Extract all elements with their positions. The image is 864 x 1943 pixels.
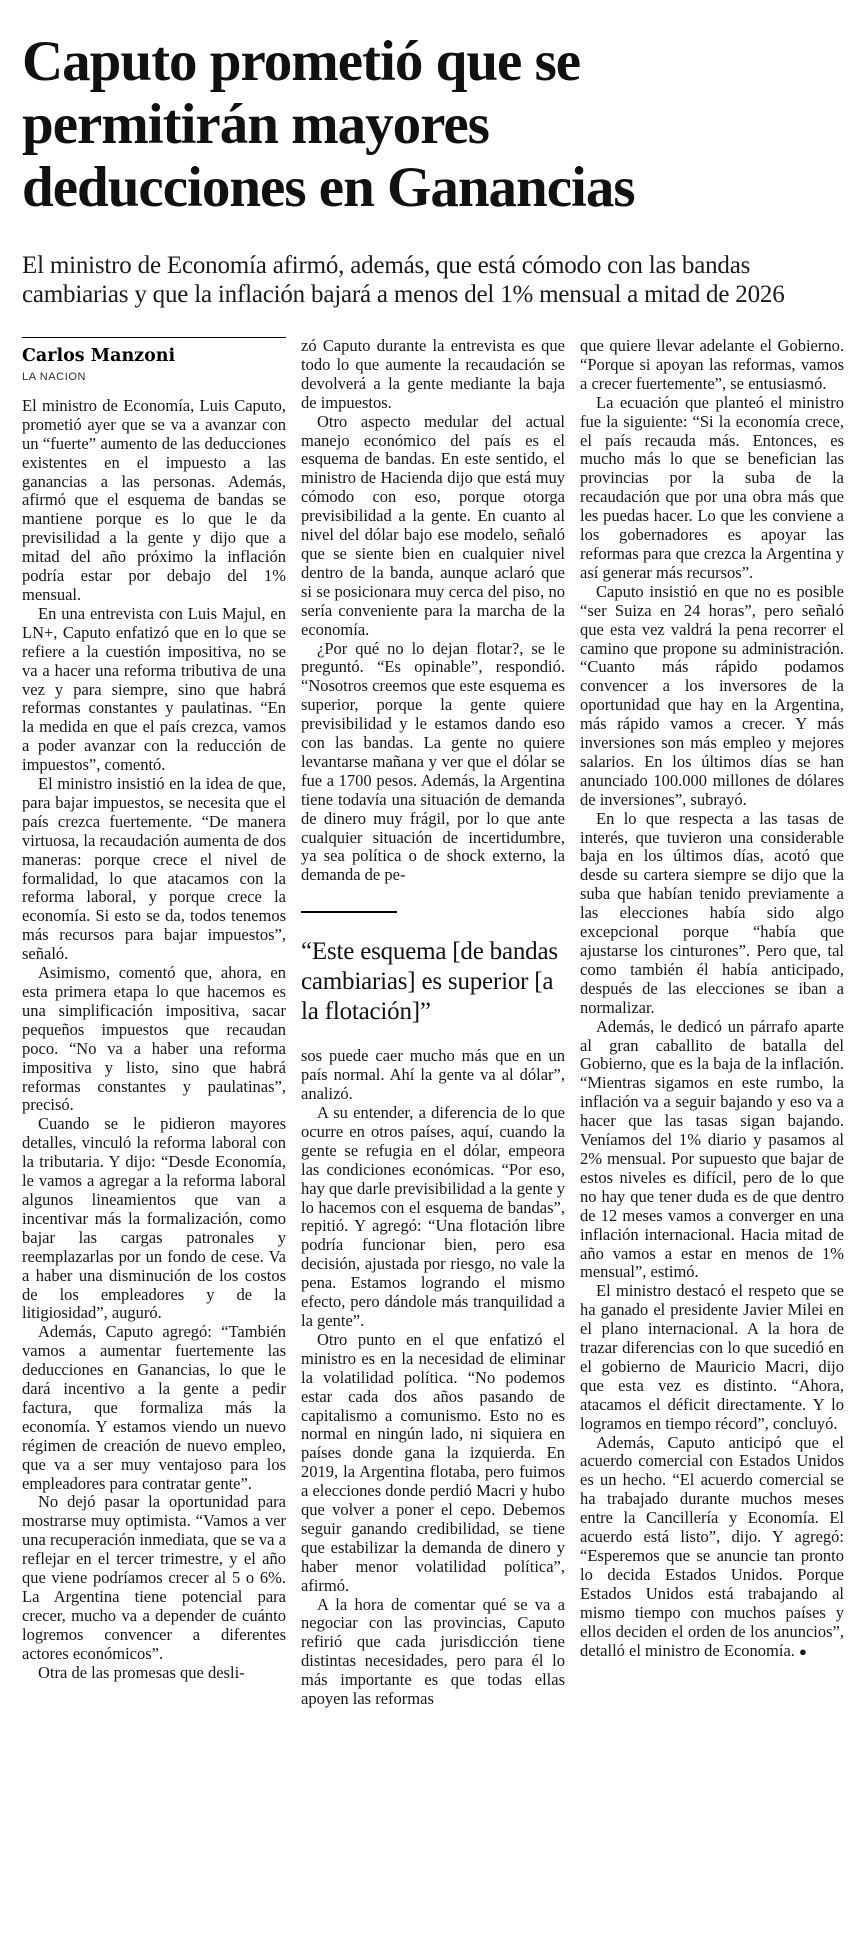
body-paragraph: que quiere llevar adelante el Gobierno. “Porque si apoyan las reformas, vamos a crecer fuertemente”, se entusiasmó. (580, 337, 844, 393)
byline-rule (22, 337, 286, 338)
byline-author: Carlos Manzoni (22, 346, 176, 366)
body-paragraph: Otro aspecto medular del actual manejo económico del país es el esquema de bandas. En este sentido, el ministro de Hacienda dijo que está muy cómodo con eso, porque otorga previsibilidad a la gente. En cuanto al nivel del dólar bajo ese modelo, señaló que se siente bien en cualquier nivel dentro de la banda, aunque aclaró que si se posicionara muy cerca del piso, no sería conveniente para la marcha de la economía. (301, 411, 565, 639)
body-paragraph: La ecuación que planteó el ministro fue la siguiente: “Si la economía crece, el país recauda más. Entonces, es mucho más lo que se benefician las provincias por la suba de la recaudación que por una obra más que les puedas hacer. Lo que les conviene a los gobernadores es apoyar las reformas para que crezca la Argentina y así generar más recursos”. (580, 392, 844, 582)
headline: Caputo prometió que se permitirán mayores deducciones en Ganancias (22, 30, 635, 219)
article-body (22, 337, 844, 1869)
body-paragraph: El ministro insistió en la idea de que, para bajar impuestos, se necesita que el país crezca fuertemente. “De manera virtuosa, la recaudación aumenta de dos maneras: porque crece el nivel de formalidad, lo que atacamos con la reforma laboral, y porque crece la economía. Si esto se da, todos tenemos más recursos para bajar impuestos”, señaló. (22, 774, 286, 964)
body-paragraph: Además, le dedicó un párrafo aparte al gran caballito de batalla del Gobierno, que es la baja de la inflación. “Mientras sigamos en este rumbo, la inflación va a seguir bajando y eso va a hacer que las tasas sigan bajando. Veníamos del 1% diario y pasamos al 2% mensual. Por supuesto que bajar de estos niveles es difícil, pero de lo que no hay que tener duda es de que dentro de 12 meses vamos a converger en una inflación internacional. Hacia mitad de año vamos a estar en menos de 1% mensual”, estimó. (580, 1016, 844, 1282)
body-paragraph: El ministro de Economía, Luis Caputo, prometió ayer que se va a avanzar con un “fuerte” aumento de las deducciones existentes en el impuesto a las ganancias a las personas. Además, afirmó que el esquema de bandas se mantiene porque es lo que le da previsilidad a la gente y dijo que a mitad del año próximo la inflación podría estar por debajo del 1% mensual. (22, 395, 286, 604)
end-mark: ● (799, 1643, 807, 1659)
body-paragraph: Además, Caputo agregó: “También vamos a aumentar fuertemente las deducciones en Ganancias, lo que le dará incentivo a la gente a pedir factura, que formaliza más la economía. Y estamos viendo un nuevo régimen de creación de nuevo empleo, que va a ser muy ventajoso para los empleadores para contratar gente”. (22, 1322, 286, 1493)
pull-quote (301, 911, 565, 1027)
body-paragraph: Caputo insistió en que no es posible “ser Suiza en 24 horas”, pero señaló que esta vez valdrá la pena recorrer el camino que propone su administración. “Cuanto más rápido podamos convencer a los inversores de la oportunidad que hay en la Argentina, más rápido vamos a crecer. Y más inversiones son más empleo y mejores salarios. En los últimos días se han anunciado 100.000 millones de dólares de inversiones”, subrayó. (580, 581, 844, 809)
body-paragraph: Otro punto en el que enfatizó el ministro es en la necesidad de eliminar la volatilidad política. “No podemos estar cada dos años pasando de capitalismo a comunismo. Esto no es normal en ningún lado, ni siquiera en países donde gana la izquierda. En 2019, la Argentina flotaba, pero fuimos a elecciones donde perdió Macri y hubo que volver a poner el cepo. Debemos seguir ganando credibilidad, se tiene que estabilizar la demanda de dinero y haber menor volatilidad política”, afirmó. (301, 1329, 565, 1595)
body-paragraph: Otra de las promesas que desli- (38, 1662, 245, 1682)
body-paragraph: A su entender, a diferencia de lo que ocurre en otros países, aquí, cuando la gente se refugia en el dólar, empeora las condiciones económicas. “Por eso, hay que darle previsibilidad a la gente y lo hacemos con el esquema de bandas”, repitió. Y agregó: “Una flotación libre podría funcionar bien, pero esa decisión, ajustada por riesgo, no vale la pena. Estamos logrando el mismo efecto, pero dándole más tranquilidad a la gente”. (301, 1103, 565, 1330)
byline-organization: LA NACION (22, 371, 87, 383)
article-column-3 (580, 337, 844, 1869)
body-paragraph: No dejó pasar la oportunidad para mostrarse muy optimista. “Vamos a ver una recuperación inmediata, que se va a reflejar en el tercer trimestre, y el año que viene podríamos crecer al 5 o 6%. La Argentina tiene potencial para crecer, mucho va a depender de cuánto logremos convencer a diferentes actores económicos”. (22, 1492, 286, 1663)
body-paragraph: Cuando se le pidieron mayores detalles, vinculó la reforma laboral con la tributaria. Y dijo: “Desde Economía, le vamos a agregar a la reforma laboral algunos lineamientos que van a incentivar más la formalización, como bajar las cargas patronales y reemplazarlas por un fondo de cese. Va a haber una disminución de los costos de los empleadores y de la litigiosidad”, auguró. (22, 1114, 286, 1323)
body-paragraph: sos puede caer mucho más que en un país normal. Ahí la gente va al dólar”, analizó. (301, 1046, 565, 1104)
body-paragraph: Asimismo, comentó que, ahora, en esta primera etapa lo que hacemos es una simplificación impositiva, sacar pequeños impuestos que recaudan poco. “No va a haber una reforma impositiva y listo, sino que habrá reformas constantes y paulatinas”, precisó. (22, 963, 286, 1115)
pull-quote-rule (301, 911, 397, 913)
body-paragraph: En lo que respecta a las tasas de interés, que tuvieron una considerable baja en los últimos días, acotó que desde su cartera siempre se dijo que la suba que habían tenido previamente a las elecciones había sido algo excepcional porque “había que ajustarse los cinturones”. Pero que, tal como también él había anticipado, después de las elecciones se iban a normalizar. (580, 808, 844, 1017)
article-column-1 (22, 337, 286, 1869)
body-paragraph (580, 1434, 844, 1662)
body-paragraph: A la hora de comentar qué se va a negociar con las provincias, Caputo refirió que cada jurisdicción tiene distintas necesidades, pero para él lo más importante es que todas ellas apoyen las reformas (301, 1594, 565, 1709)
body-paragraph: En una entrevista con Luis Majul, en LN+, Caputo enfatizó que en lo que se refiere a la cuestión impositiva, no se va a hacer una reforma tributiva de una vez y para siempre, sino que habrá reformas constantes y paulatinas. “En la medida en que el país crezca, vamos a poder avanzar con la reducción de impuestos”, comentó. (22, 603, 286, 775)
body-paragraph: zó Caputo durante la entrevista es que todo lo que aumente la recaudación se devolverá a la gente mediante la baja de impuestos. (301, 337, 565, 412)
body-paragraph: ¿Por qué no lo dejan flotar?, se le preguntó. “Es opinable”, respondió. “Nosotros creemos que este esquema es superior, porque la gente quiere previsibilidad y le estamos dando eso con las bandas. La gente no quiere levantarse mañana y ver que el dólar se fue a 1700 pesos. Además, la Argentina tiene todavía una situación de demanda de dinero muy frágil, por lo que ante cualquier situación de incertidumbre, ya sea política o de shock externo, la demanda de pe- (301, 638, 565, 885)
pull-quote-text: “Este esquema [de bandas cambiarias] es superior [a la flotación]” (301, 938, 558, 1026)
body-paragraph: El ministro destacó el respeto que se ha ganado el presidente Javier Milei en el plano internacional. A la hora de trazar diferencias con lo que sucedió en el gobierno de Mauricio Macri, dijo que esta vez es distinto. “Ahora, atacamos el déficit directamente. Y lo logramos en tiempo récord”, concluyó. (580, 1281, 844, 1433)
deck: El ministro de Economía afirmó, además, que está cómodo con las bandas cambiarias y que la inflación bajará a menos del 1% mensual a mitad de 2026 (22, 252, 785, 308)
article-column-2 (301, 337, 565, 1869)
body-paragraph-text: Además, Caputo anticipó que el acuerdo comercial con Estados Unidos es un hecho. “El acuerdo comercial se ha trabajado durante muchos meses entre la Cancillería y Economía. El acuerdo está listo”, dijo. Y agregó: “Esperemos que se anuncie tan pronto lo decida Estados Unidos. Porque Estados Unidos está trabajando al mismo tiempo con muchos países y ellos deciden el orden de los anuncios”, detalló el ministro de Economía. (580, 1432, 844, 1660)
